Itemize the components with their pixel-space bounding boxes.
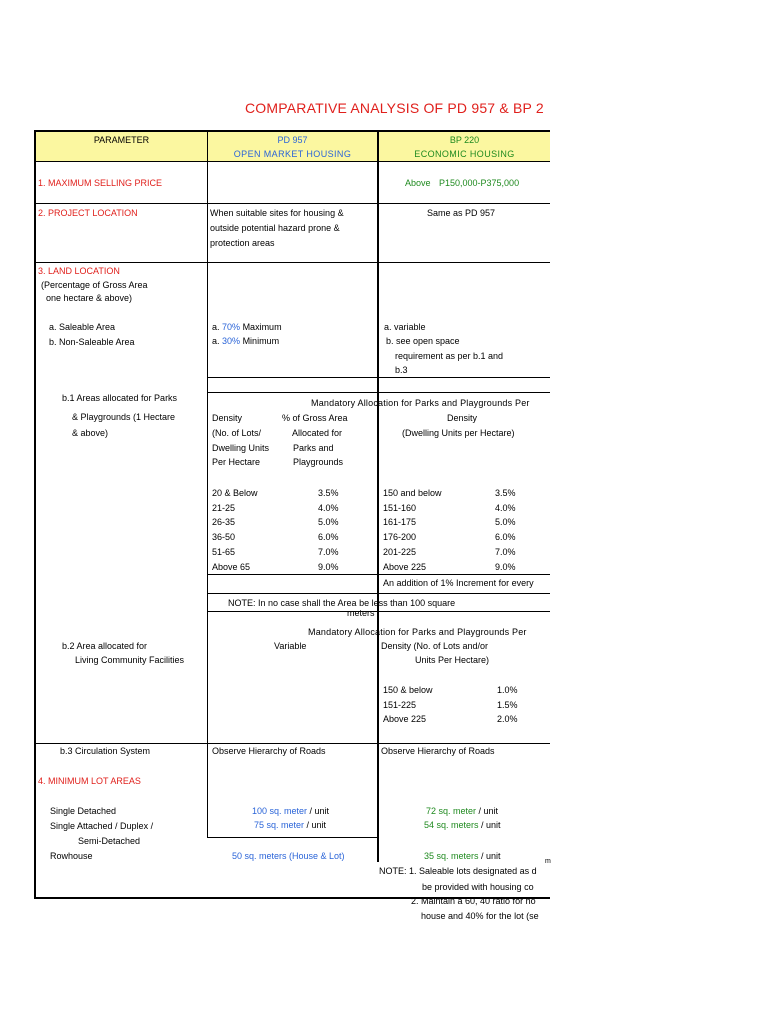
saleable-area-label: a. Saleable Area: [49, 322, 116, 332]
bp-rowhouse: 35 sq. meters / unit: [424, 851, 501, 861]
community-label: Living Community Facilities: [75, 655, 185, 665]
density-range: 150 and below: [383, 488, 442, 498]
density-range: 26-35: [212, 517, 236, 528]
row-label-min-lot: 4. MINIMUM LOT AREAS: [38, 776, 141, 786]
pd-single-attached: 75 sq. meter / unit: [254, 820, 327, 830]
pd-parks-col1: Dwelling Units: [212, 443, 270, 453]
pd-rowhouse: 50 sq. meters (House & Lot): [232, 851, 345, 861]
allocation-percent: 5.0%: [318, 517, 339, 528]
row-divider: [207, 837, 377, 838]
bp-project-location: Same as PD 957: [427, 208, 496, 218]
allocation-percent: 3.5%: [495, 488, 516, 498]
density-range: 51-65: [212, 546, 236, 557]
pd-single-detached: 100 sq. meter / unit: [252, 806, 330, 816]
bp-single-detached: 72 sq. meter / unit: [426, 806, 499, 816]
min-lot-note: be provided with housing co: [422, 882, 534, 892]
min-lot-note: house and 40% for the lot (se: [421, 911, 539, 921]
bp-parks-head: Density: [447, 413, 478, 423]
pd-community: Variable: [274, 641, 307, 651]
column-divider: [207, 130, 208, 838]
semi-detached-label: Semi-Detached: [78, 836, 141, 846]
pd-parks-col2: Playgrounds: [293, 457, 344, 467]
bp-max-price-prefix: Above: [405, 178, 431, 188]
parks-increment-note: An addition of 1% Increment for every: [383, 578, 534, 588]
single-detached-label: Single Detached: [50, 806, 117, 816]
community-label: b.2 Area allocated for: [62, 641, 148, 651]
single-attached-label: Single Attached / Duplex /: [50, 821, 154, 831]
bp-single-attached: 54 sq. meters / unit: [424, 820, 501, 830]
column-divider: [377, 130, 379, 862]
allocation-percent: 7.0%: [495, 546, 516, 557]
pd-non-saleable: a. 30% Minimum: [212, 336, 280, 346]
allocation-percent: 5.0%: [495, 517, 516, 528]
row-divider: [34, 262, 550, 263]
stray-mark: m: [545, 858, 551, 865]
row-label-project-location: 2. PROJECT LOCATION: [38, 208, 138, 218]
bp-community-head: Density (No. of Lots and/or: [381, 641, 489, 651]
row-divider: [34, 203, 550, 204]
pd-project-location-line: protection areas: [210, 238, 275, 248]
allocation-percent: 4.0%: [318, 502, 339, 513]
allocation-percent: 2.0%: [497, 714, 518, 724]
pd-parks-col1: Per Hectare: [212, 457, 261, 467]
pd-saleable: a. 70% Maximum: [212, 322, 282, 332]
pd-parks-col2: Allocated for: [292, 428, 343, 438]
density-range: Above 225: [383, 561, 427, 572]
header-pd-subtitle: OPEN MARKET HOUSING: [233, 149, 352, 159]
table-top-border: [34, 130, 550, 132]
page-title: COMPARATIVE ANALYSIS OF PD 957 & BP 2: [245, 100, 544, 116]
min-lot-note: 2. Maintain a 60, 40 ratio for ho: [411, 896, 536, 906]
rowhouse-label: Rowhouse: [50, 851, 93, 861]
allocation-percent: 6.0%: [318, 532, 339, 543]
pd-parks-col1: (No. of Lots/: [212, 428, 262, 438]
allocation-percent: 1.0%: [497, 685, 518, 695]
parks-label: & Playgrounds (1 Hectare: [72, 412, 176, 422]
parks-label: b.1 Areas allocated for Parks: [62, 393, 178, 403]
header-parameter: PARAMETER: [93, 135, 150, 145]
allocation-percent: 1.5%: [497, 699, 518, 710]
allocation-percent: 3.5%: [318, 488, 339, 498]
circulation-label: b.3 Circulation System: [60, 746, 151, 756]
allocation-percent: 6.0%: [495, 532, 516, 543]
bp-community-head: Units Per Hectare): [415, 655, 490, 665]
non-saleable-area-label: b. Non-Saleable Area: [49, 337, 135, 347]
density-range: 151-160: [383, 502, 417, 513]
pd-project-location-line: When suitable sites for housing &: [210, 208, 344, 218]
density-range: 36-50: [212, 532, 236, 543]
header-bp-subtitle: ECONOMIC HOUSING: [414, 149, 515, 159]
parks-note-line2: meters: [347, 608, 375, 618]
bp-circulation: Observe Hierarchy of Roads: [381, 746, 495, 756]
density-range: 150 & below: [383, 685, 433, 695]
row-label-max-price: 1. MAXIMUM SELLING PRICE: [38, 178, 163, 188]
header-bp-title: BP 220: [449, 135, 480, 145]
parks-mandatory-header: Mandatory Allocation for Parks and Playgrounds Per: [311, 398, 530, 408]
density-range: 176-200: [383, 532, 417, 543]
community-mandatory-header: Mandatory Allocation for Parks and Playgrounds Per: [308, 627, 527, 637]
allocation-percent: 9.0%: [495, 561, 516, 572]
density-range: 161-175: [383, 517, 417, 528]
header-pd-title: PD 957: [277, 135, 308, 145]
header-bottom-border: [34, 161, 550, 162]
density-range: 20 & Below: [212, 488, 258, 498]
pd-parks-col2: Parks and: [293, 443, 334, 453]
table-left-border: [34, 130, 36, 899]
allocation-percent: 9.0%: [318, 561, 339, 572]
min-lot-note: NOTE: 1. Saleable lots designated as d: [379, 866, 537, 876]
pd-parks-col1: Density: [212, 413, 243, 423]
bp-non-saleable-line: b.3: [395, 365, 408, 375]
allocation-percent: 4.0%: [495, 502, 516, 513]
bp-parks-head: (Dwelling Units per Hectare): [402, 428, 515, 438]
pd-project-location-line: outside potential hazard prone &: [210, 223, 340, 233]
land-location-sub: (Percentage of Gross Area: [41, 280, 148, 290]
bp-non-saleable-line: requirement as per b.1 and: [395, 351, 504, 361]
density-range: 151-225: [383, 699, 417, 710]
row-label-land-location: 3. LAND LOCATION: [38, 266, 120, 276]
row-divider: [34, 743, 550, 744]
allocation-percent: 7.0%: [318, 546, 339, 557]
density-range: 21-25: [212, 502, 236, 513]
density-range: Above 65: [212, 561, 251, 572]
bp-saleable: a. variable: [384, 322, 426, 332]
parks-label: & above): [72, 428, 109, 438]
land-location-sub: one hectare & above): [46, 293, 133, 303]
density-range: 201-225: [383, 546, 417, 557]
density-range: Above 225: [383, 714, 427, 724]
parks-note: NOTE: In no case shall the Area be less than 100 square: [228, 598, 456, 608]
pd-parks-col2: % of Gross Area: [282, 413, 348, 423]
bp-non-saleable: b. see open space: [386, 336, 460, 346]
bp-max-price-value: P150,000-P375,000: [439, 178, 520, 188]
pd-circulation: Observe Hierarchy of Roads: [212, 746, 326, 756]
